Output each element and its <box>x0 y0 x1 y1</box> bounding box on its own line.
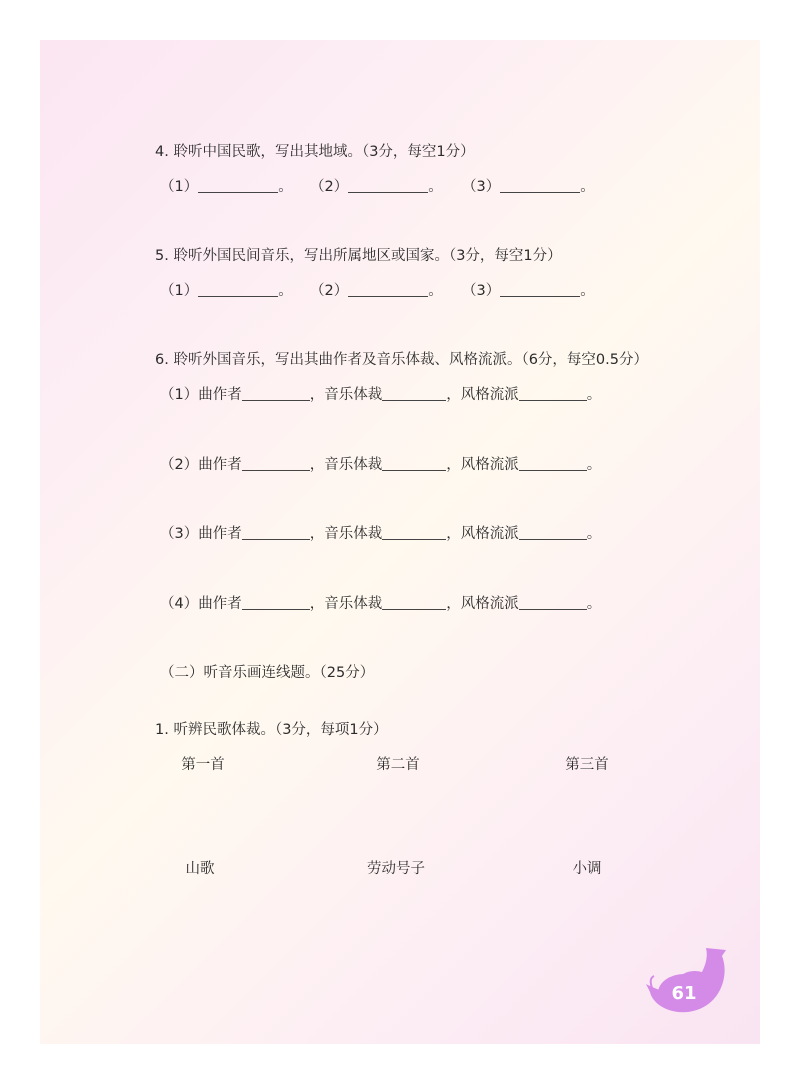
q4-item-1-label: （1） <box>160 179 199 195</box>
q4-item-3-label: （3） <box>462 179 501 195</box>
q6-row-1-style-blank[interactable] <box>519 386 587 401</box>
q6-row-3-style-blank[interactable] <box>519 525 587 540</box>
q4-answer-row-3: （3） 。 <box>462 179 595 195</box>
q6-row-4-genre-blank[interactable] <box>382 595 446 610</box>
q5-blank-3[interactable] <box>500 282 580 297</box>
q6-row-2-composer-blank[interactable] <box>242 456 310 471</box>
q4-blank-3[interactable] <box>500 178 580 193</box>
q4-answer-row-2: （2） 。 <box>310 179 443 195</box>
piece-1-label[interactable]: 第一首 <box>181 757 225 773</box>
genre-xiaodiao-label[interactable]: 小调 <box>572 861 602 877</box>
q6-row-3: （3）曲作者 ，音乐体裁 ，风格流派 。 <box>160 526 602 542</box>
q6-row-1-composer-blank[interactable] <box>242 386 310 401</box>
q5-item-3-label: （3） <box>462 283 501 299</box>
q5-answer-row-2: （2） 。 <box>310 283 443 299</box>
q5-answer-row-3: （3） 。 <box>462 283 595 299</box>
q6-row-3-composer-blank[interactable] <box>242 525 310 540</box>
q6-row-3-genre-blank[interactable] <box>382 525 446 540</box>
q1-title: 1. 听辨民歌体裁。（3分，每项1分） <box>155 722 388 738</box>
genre-haozi-label[interactable]: 劳动号子 <box>367 861 425 877</box>
q5-blank-1[interactable] <box>198 282 278 297</box>
q6-row-2-style-blank[interactable] <box>519 456 587 471</box>
q5-answer-row: （1） 。 <box>160 283 293 299</box>
q6-row-4-composer-blank[interactable] <box>242 595 310 610</box>
q4-item-2-label: （2） <box>310 179 349 195</box>
q5-title: 5. 聆听外国民间音乐，写出所属地区或国家。（3分，每空1分） <box>155 248 562 264</box>
q4-answer-row: （1） 。 <box>160 179 293 195</box>
q6-row-4: （4）曲作者 ，音乐体裁 ，风格流派 。 <box>160 596 602 612</box>
q6-title: 6. 聆听外国音乐，写出其曲作者及音乐体裁、风格流派。（6分，每空0.5分） <box>155 352 648 368</box>
q6-row-2-genre-blank[interactable] <box>382 456 446 471</box>
q6-row-2: （2）曲作者 ，音乐体裁 ，风格流派 。 <box>160 457 602 473</box>
section2-title: （二）听音乐画连线题。（25分） <box>160 665 375 681</box>
genre-shange-label[interactable]: 山歌 <box>185 861 215 877</box>
q4-title: 4. 聆听中国民歌，写出其地域。（3分，每空1分） <box>155 144 475 160</box>
q4-blank-2[interactable] <box>348 178 428 193</box>
q6-row-1-genre-blank[interactable] <box>382 386 446 401</box>
q5-item-2-label: （2） <box>310 283 349 299</box>
piece-2-label[interactable]: 第二首 <box>376 757 420 773</box>
piece-3-label[interactable]: 第三首 <box>565 757 609 773</box>
q6-row-1: （1）曲作者 ，音乐体裁 ，风格流派 。 <box>160 387 602 403</box>
q4-blank-1[interactable] <box>198 178 278 193</box>
q5-item-1-label: （1） <box>160 283 199 299</box>
q6-row-4-style-blank[interactable] <box>519 595 587 610</box>
page-number: 61 <box>671 983 697 1004</box>
q5-blank-2[interactable] <box>348 282 428 297</box>
horn-tube-icon <box>651 976 654 988</box>
french-horn-page-number <box>644 946 734 1016</box>
